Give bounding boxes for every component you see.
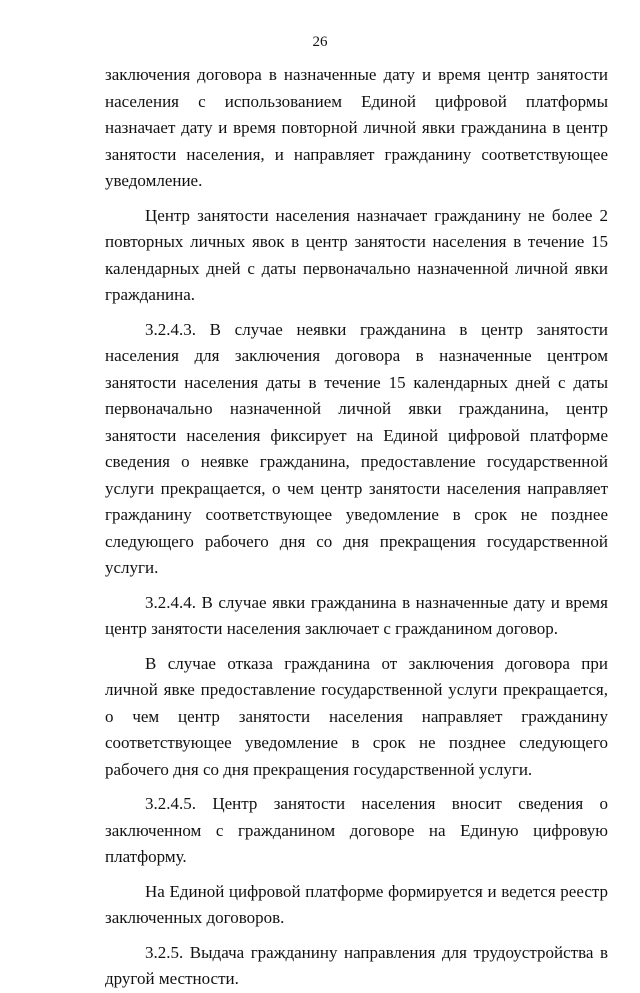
paragraph-3-2-5: 3.2.5. Выдача гражданину направления для трудоустройства в другой местности. [105,942,608,988]
page-number: 26 [312,34,328,50]
paragraph-3-2-4-3: 3.2.4.3. В случае неявки гражданина в центр занятости населения для заключения договора в назначенные центром занятости населения даты в течение 15 календарных дней с даты первоначально назначенной личной явки гражданина, центр занятости населения фиксирует на Единой цифровой платформе сведения о неявке гражданина, предоставление государственной услуги прекращается, о чем центр занятости населения направляет гражданину соответствующее уведомление в срок не позднее следующего рабочего дня со дня прекращения государственной услуги. [105,319,608,577]
paragraph-registry: На Единой цифровой платформе формируется и ведется реестр заключенных договоров. [105,881,608,927]
paragraph-repeat-visits: Центр занятости населения назначает гражданину не более 2 повторных личных явок в центр занятости населения в течение 15 календарных дней с даты первоначально назначенной личной явки гражданина. [105,205,608,304]
paragraph-continuation: заключения договора в назначенные дату и время центр занятости населения с использованием Единой цифровой платформы назначает дату и время повторной личной явки гражданина в центр занятости населения, и направляет гражданину соответствующее уведомление. [105,65,608,190]
paragraph-3-2-4-4: 3.2.4.4. В случае явки гражданина в назначенные дату и время центр занятости населения заключает с гражданином договор. [105,592,608,638]
document-body [105,62,608,993]
paragraph-refusal: В случае отказа гражданина от заключения договора при личной явке предоставление государственной услуги прекращается, о чем центр занятости населения направляет гражданину соответствующее уведомление в срок не позднее следующего рабочего дня со дня прекращения государственной услуги. [105,653,608,779]
paragraph-3-2-4-5: 3.2.4.5. Центр занятости населения вносит сведения о заключенном с гражданином договоре на Единую цифровую платформу. [105,794,608,866]
